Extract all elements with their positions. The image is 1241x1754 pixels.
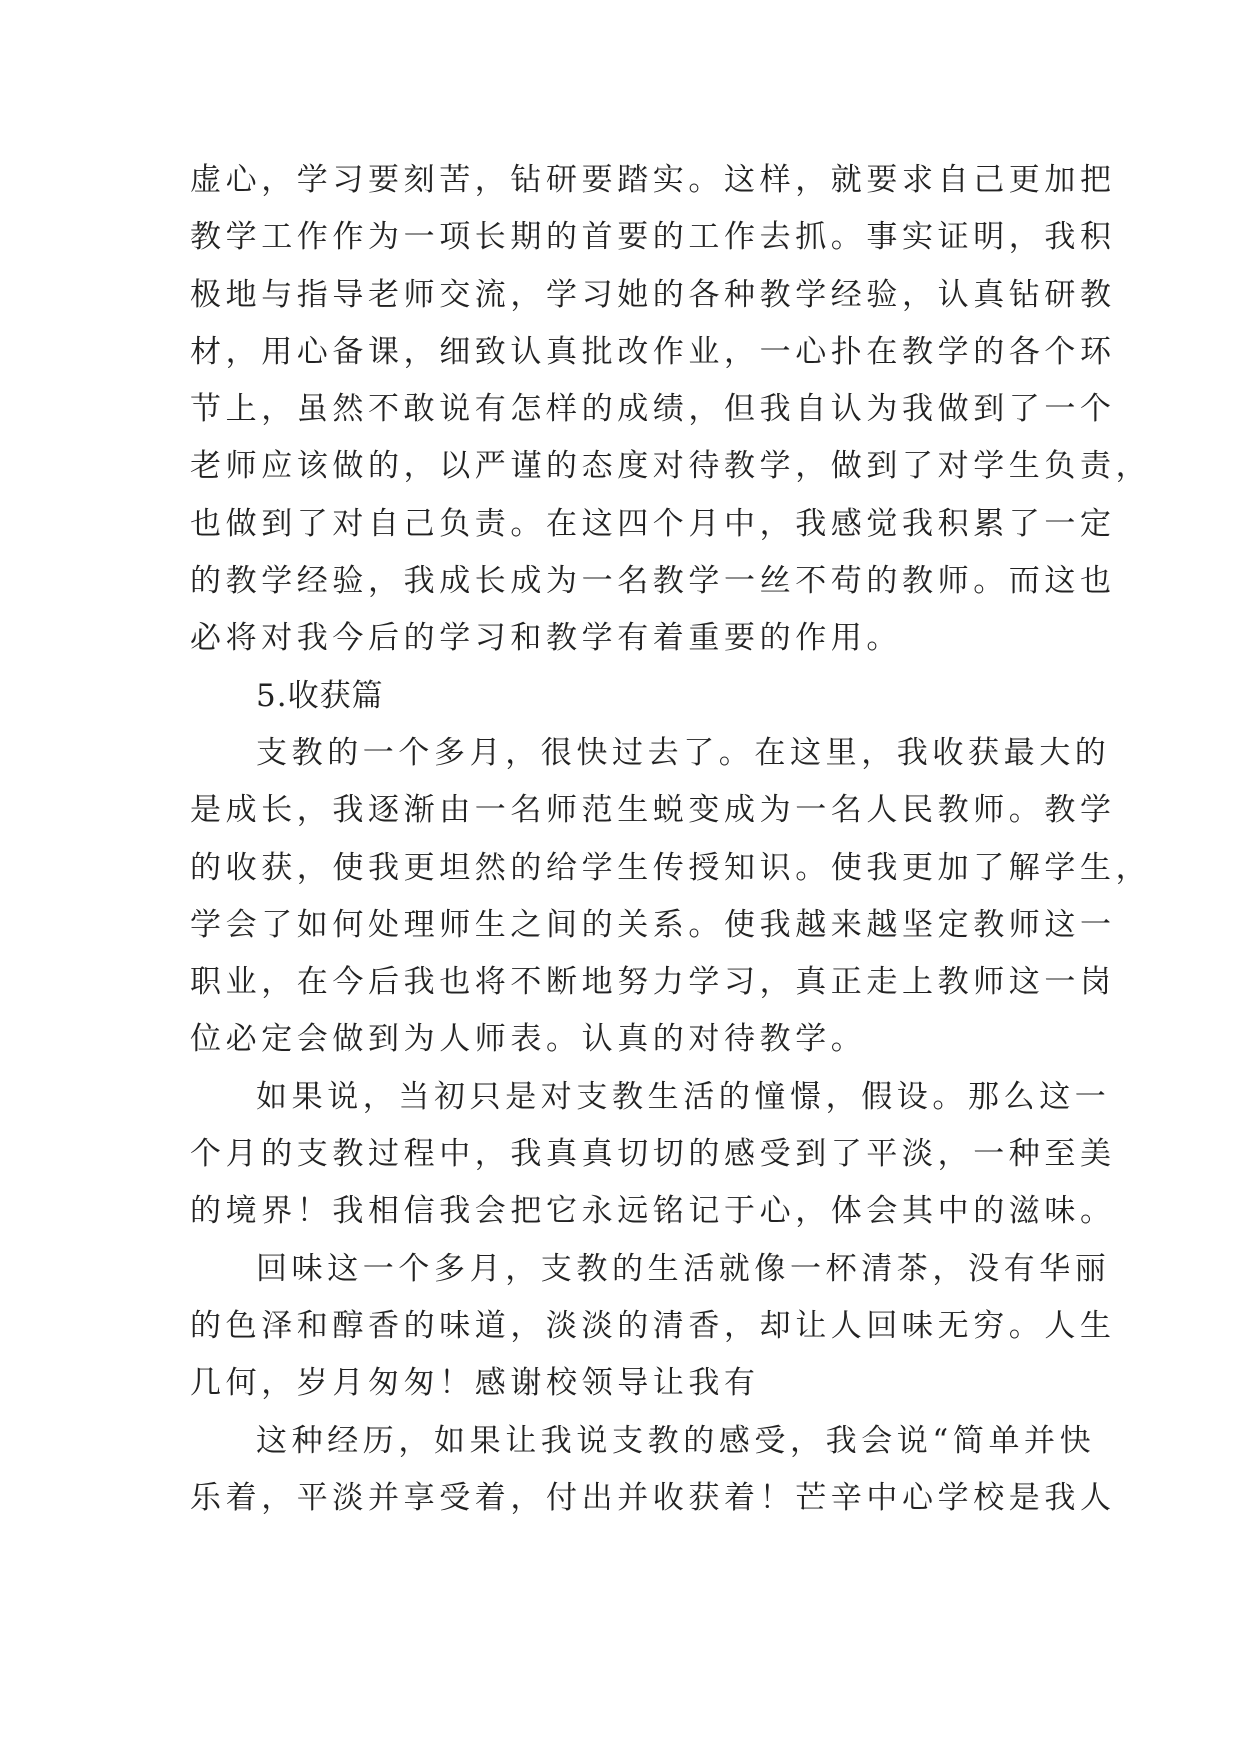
text-line: 的色泽和醇香的味道，淡淡的清香，却让人回味无穷。人生 [190, 1307, 1116, 1344]
text-line: 这种经历，如果让我说支教的感受，我会说“简单并快 [256, 1422, 1096, 1459]
text-line: 学会了如何处理师生之间的关系。使我越来越坚定教师这一 [190, 906, 1116, 943]
text-line: 如果说，当初只是对支教生活的憧憬，假设。那么这一 [256, 1078, 1111, 1115]
text-line: 几何，岁月匆匆！感谢校领导让我有 [190, 1365, 760, 1402]
text-line: 的境界！我相信我会把它永远铭记于心，体会其中的滋味。 [190, 1193, 1116, 1230]
section-heading: 5.收获篇 [256, 677, 384, 714]
text-line: 支教的一个多月，很快过去了。在这里，我收获最大的 [256, 734, 1111, 771]
document-page [190, 152, 1152, 1527]
text-line: 的收获，使我更坦然的给学生传授知识。使我更加了解学生， [190, 849, 1152, 886]
text-line: 必将对我今后的学习和教学有着重要的作用。 [190, 620, 902, 657]
text-line: 个月的支教过程中，我真真切切的感受到了平淡，一种至美 [190, 1136, 1116, 1173]
text-line: 节上，虽然不敢说有怎样的成绩，但我自认为我做到了一个 [190, 391, 1116, 428]
text-line: 回味这一个多月，支教的生活就像一杯清茶，没有华丽 [256, 1250, 1111, 1287]
text-line: 职业，在今后我也将不断地努力学习，真正走上教师这一岗 [190, 964, 1116, 1001]
text-line: 的教学经验，我成长成为一名教学一丝不苟的教师。而这也 [190, 563, 1116, 600]
text-line: 也做到了对自己负责。在这四个月中，我感觉我积累了一定 [190, 505, 1116, 542]
text-line: 乐着，平淡并享受着，付出并收获着！芒辛中心学校是我人 [190, 1479, 1116, 1516]
text-line: 是成长，我逐渐由一名师范生蜕变成为一名人民教师。教学 [190, 792, 1116, 829]
text-line: 虚心，学习要刻苦，钻研要踏实。这样，就要求自己更加把 [190, 162, 1116, 198]
text-line: 位必定会做到为人师表。认真的对待教学。 [190, 1021, 867, 1058]
text-line: 教学工作作为一项长期的首要的工作去抓。事实证明，我积 [190, 219, 1116, 256]
text-line: 材，用心备课，细致认真批改作业，一心扑在教学的各个环 [190, 333, 1116, 370]
text-line: 老师应该做的，以严谨的态度对待教学，做到了对学生负责， [190, 448, 1152, 485]
text-line: 极地与指导老师交流，学习她的各种教学经验，认真钻研教 [190, 276, 1116, 313]
